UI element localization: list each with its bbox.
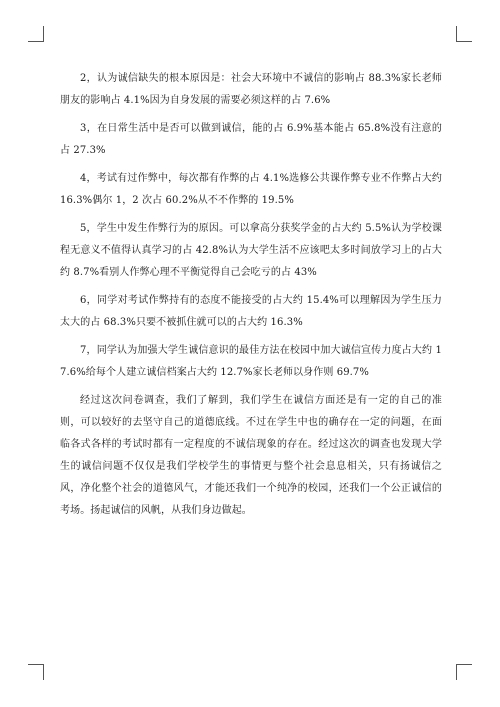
- paragraph-conclusion: 经过这次问卷调查，我们了解到，我们学生在诚信方面还是有一定的自己的准则，可以较好的去坚守自己的道德底线。不过在学生中也的确存在一定的问题，在面临各式各样的考试时都有一定程度的不诚信现象的存在。经过这次的调查也发现大学生的诚信问题不仅仅是我们学校学生的事情更与整个社会息息相关，只有扬诚信之风，净化整个社会的道德风气，才能还我们一个纯净的校园，还我们一个公正诚信的考场。扬起诚信的风帆，从我们身边做起。: [60, 395, 442, 516]
- document-body: [60, 68, 442, 528]
- paragraph-item-2: 2，认为诚信缺失的根本原因是：社会大环境中不诚信的影响占 88.3%家长老师朋友的影响占 4.1%因为自身发展的需要必须这样的占 7.6%: [60, 73, 442, 106]
- paragraph-item-3: 3，在日常生活中是否可以做到诚信，能的占 6.9%基本能占 65.8%没有注意的占 27.3%: [60, 123, 442, 156]
- paragraph-item-4: 4，考试有过作弊中，每次都有作弊的占 4.1%选修公共课作弊专业不作弊占大约 16.3%偶尔 1，2 次占 60.2%从不不作弊的 19.5%: [60, 173, 442, 206]
- paragraph-item-7: 7，同学认为加强大学生诚信意识的最佳方法在校园中加大诚信宣传力度占大约 17.6%给每个人建立诚信档案占大约 12.7%家长老师以身作则 69.7%: [60, 345, 442, 378]
- paragraph-item-6: 6，同学对考试作弊持有的态度不能接受的占大约 15.4%可以理解因为学生压力太大的占 68.3%只要不被抓住就可以的占大约 16.3%: [60, 295, 442, 328]
- paragraph-item-5: 5，学生中发生作弊行为的原因。可以拿高分获奖学金的占大约 5.5%认为学校课程无意义不值得认真学习的占 42.8%认为大学生活不应该吧太多时间放学习上的占大约 8.7%看别人作弊心理不平衡觉得自己会吃亏的占 43%: [60, 223, 442, 278]
